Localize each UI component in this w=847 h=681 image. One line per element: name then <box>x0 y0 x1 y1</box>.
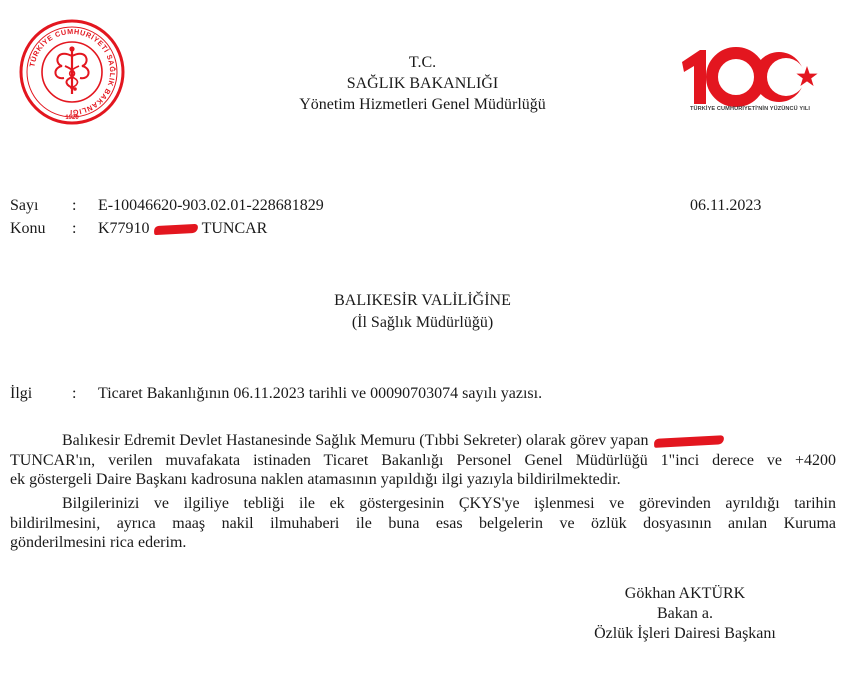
ilgi-colon: : <box>72 385 77 402</box>
sayi-label: Sayı <box>10 197 39 214</box>
signature-block <box>560 584 810 644</box>
sayi-row <box>10 197 410 219</box>
sayi-value: E-10046620-903.02.01-228681829 <box>98 197 324 214</box>
header-directorate: Yönetim Hizmetleri Genel Müdürlüğü <box>299 96 546 113</box>
paragraph-line: ek göstergeli Daire Başkanı kadrosuna naklen atamasının yapıldığı ilgi yazıyla bildirilmektedir. <box>10 471 621 488</box>
redaction-mark <box>153 224 197 235</box>
signatory-title: Bakan a. <box>657 605 713 622</box>
svg-text:1920: 1920 <box>65 115 79 121</box>
body-paragraph-2 <box>10 494 836 553</box>
ministry-seal-logo <box>18 18 126 126</box>
addressee <box>250 290 595 334</box>
paragraph-line: Bilgilerinizi ve ilgiliye tebliği ile ek göstergesinin ÇKYS'ye işlenmesi ve görevinden ayrıldığı tarihin <box>62 495 836 512</box>
konu-row <box>10 220 410 242</box>
ministry-seal-icon <box>18 18 126 126</box>
addressee-office: BALIKESİR VALİLİĞİNE <box>334 292 511 309</box>
ilgi-label: İlgi <box>10 385 33 402</box>
header-tc: T.C. <box>408 54 437 71</box>
konu-label: Konu <box>10 220 46 237</box>
ilgi-text: Ticaret Bakanlığının 06.11.2023 tarihli ve 00090703074 sayılı yazısı. <box>98 385 543 402</box>
signatory-position: Özlük İşleri Dairesi Başkanı <box>594 625 776 642</box>
document-date: 06.11.2023 <box>690 197 762 214</box>
paragraph-line: bildirilmesini, ayrıca maaş nakil ilmuhaberi ile buna esas belgelerin ve özlük dosyasının anılan Kuruma <box>10 514 836 532</box>
header-ministry: SAĞLIK BAKANLIĞI <box>346 75 499 92</box>
konu-surname: TUNCAR <box>201 220 268 237</box>
redaction-mark <box>654 435 724 448</box>
konu-colon: : <box>72 220 77 237</box>
body-paragraph-1 <box>10 431 836 490</box>
konu-value <box>98 220 267 238</box>
centennial-caption: TÜRKİYE CUMHURİYETİ'NİN YÜZÜNCÜ YILI <box>690 106 811 112</box>
paragraph-line-text: Balıkesir Edremit Devlet Hastanesinde Sağlık Memuru (Tıbbi Sekreter) olarak görev yapan <box>62 432 649 449</box>
paragraph-line: TUNCAR'ın, verilen muvafakata istinaden Ticaret Bakanlığı Personel Genel Müdürlüğü 1"inci derece ve +4200 <box>10 451 836 469</box>
sayi-colon: : <box>72 197 77 214</box>
paragraph-line <box>10 431 836 451</box>
konu-code: K77910 <box>98 220 150 237</box>
svg-text:TÜRKİYE CUMHURİYETİ SAĞLIK BAK: TÜRKİYE CUMHURİYETİ SAĞLIK BAKANLIĞI <box>27 26 118 118</box>
paragraph-line: gönderilmesini rica ederim. <box>10 534 187 551</box>
ilgi-row <box>10 385 710 407</box>
addressee-department: (İl Sağlık Müdürlüğü) <box>351 314 494 331</box>
signatory-name: Gökhan AKTÜRK <box>624 585 746 602</box>
letterhead <box>250 52 595 115</box>
